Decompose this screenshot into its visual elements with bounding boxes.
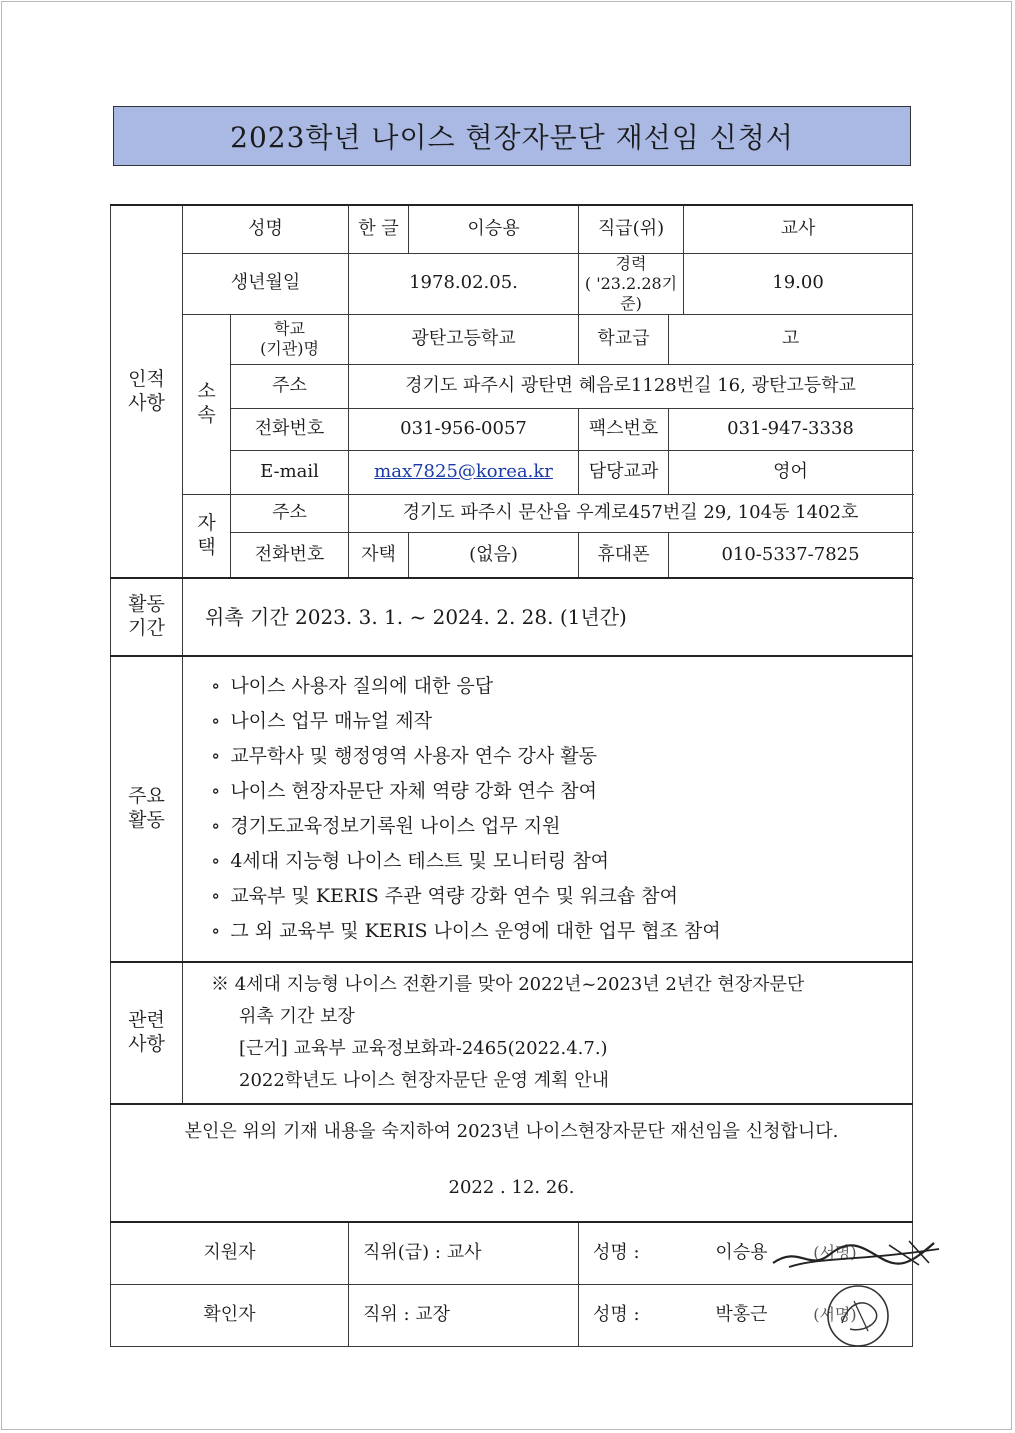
home-address-label: 주소 bbox=[231, 494, 349, 532]
school-address-label: 주소 bbox=[231, 364, 349, 408]
declaration-text: 본인은 위의 기재 내용을 숙지하여 2023년 나이스현장자문단 재선임을 신청합니다. bbox=[184, 1121, 839, 1142]
confirmer-seal-label: (서명) bbox=[813, 1304, 857, 1324]
activity-item: ∘ 나이스 현장자문단 자체 역량 강화 연수 참여 bbox=[211, 774, 912, 809]
application-form bbox=[110, 204, 913, 1347]
related-cell bbox=[183, 962, 913, 1104]
applicant-label: 지원자 bbox=[111, 1222, 349, 1284]
applicant-position: 직위(급) : 교사 bbox=[349, 1222, 579, 1284]
birth-value: 1978.02.05. bbox=[349, 253, 579, 314]
affiliation-label: 소 속 bbox=[183, 314, 231, 494]
declaration-cell bbox=[111, 1104, 913, 1222]
period-label: 활동 기간 bbox=[111, 578, 183, 656]
confirmer-name: 박홍근 bbox=[715, 1303, 768, 1325]
applicant-name: 이승용 bbox=[715, 1242, 768, 1263]
document-title: 2023학년 나이스 현장자문단 재선임 신청서 bbox=[113, 106, 911, 166]
activities-list bbox=[183, 659, 912, 959]
position-label: 직급(위) bbox=[579, 205, 684, 253]
related-line-2: 위촉 기간 보장 bbox=[239, 1006, 355, 1027]
activities-label: 주요 활동 bbox=[111, 656, 183, 962]
email-label: E-mail bbox=[231, 450, 349, 494]
career-value: 19.00 bbox=[684, 253, 913, 314]
applicant-name-label: 성명 : bbox=[593, 1242, 640, 1263]
activity-item: ∘ 경기도교육정보기록원 나이스 업무 지원 bbox=[211, 809, 912, 844]
school-level-label: 학교급 bbox=[579, 314, 669, 364]
confirmer-name-label: 성명 : bbox=[593, 1303, 640, 1325]
declaration-date: 2022 . 12. 26. bbox=[448, 1177, 575, 1198]
personal-section-label: 인적 사항 bbox=[111, 205, 183, 578]
activities-cell bbox=[183, 656, 913, 962]
mobile-label: 휴대폰 bbox=[579, 532, 669, 578]
school-name-label: 학교 (기관)명 bbox=[231, 314, 349, 364]
subject-label: 담당교과 bbox=[579, 450, 669, 494]
related-label: 관련 사항 bbox=[111, 962, 183, 1104]
subject-value: 영어 bbox=[669, 450, 913, 494]
activity-item: ∘ 나이스 사용자 질의에 대한 응답 bbox=[211, 669, 912, 704]
name-type-label: 한 글 bbox=[349, 205, 409, 253]
mobile-value: 010-5337-7825 bbox=[669, 532, 913, 578]
activity-item: ∘ 교무학사 및 행정영역 사용자 연수 강사 활동 bbox=[211, 739, 912, 774]
career-label: 경력 ( '23.2.28기준) bbox=[579, 253, 684, 314]
position-value: 교사 bbox=[684, 205, 913, 253]
related-line-1: ※ 4세대 지능형 나이스 전환기를 맞아 2022년~2023년 2년간 현장자문단 bbox=[211, 974, 805, 995]
home-label: 자 택 bbox=[183, 494, 231, 578]
home-phone-label: 전화번호 bbox=[231, 532, 349, 578]
confirmer-position: 직위 : 교장 bbox=[349, 1284, 579, 1346]
applicant-seal-label: (서명) bbox=[813, 1243, 857, 1262]
name-value: 이승용 bbox=[409, 205, 579, 253]
activity-item: ∘ 교육부 및 KERIS 주관 역량 강화 연수 및 워크숍 참여 bbox=[211, 879, 912, 914]
birth-label: 생년월일 bbox=[183, 253, 349, 314]
name-label: 성명 bbox=[183, 205, 349, 253]
home-address-value: 경기도 파주시 문산읍 우계로457번길 29, 104동 1402호 bbox=[349, 494, 913, 532]
school-name-value: 광탄고등학교 bbox=[349, 314, 579, 364]
fax-value: 031-947-3338 bbox=[669, 408, 913, 450]
activity-item: ∘ 그 외 교육부 및 KERIS 나이스 운영에 대한 업무 협조 참여 bbox=[211, 914, 912, 949]
fax-label: 팩스번호 bbox=[579, 408, 669, 450]
period-text: 위촉 기간 2023. 3. 1. ~ 2024. 2. 28. (1년간) bbox=[183, 578, 913, 656]
activity-item: ∘ 4세대 지능형 나이스 테스트 및 모니터링 참여 bbox=[211, 844, 912, 879]
home-phone-value: (없음) bbox=[409, 532, 579, 578]
school-level-value: 고 bbox=[669, 314, 913, 364]
related-line-4: 2022학년도 나이스 현장자문단 운영 계획 안내 bbox=[239, 1070, 610, 1091]
email-link[interactable]: max7825@korea.kr bbox=[374, 460, 553, 482]
activity-item: ∘ 나이스 업무 매뉴얼 제작 bbox=[211, 704, 912, 739]
school-phone-value: 031-956-0057 bbox=[349, 408, 579, 450]
confirmer-sign-cell bbox=[579, 1284, 913, 1346]
applicant-sign-cell bbox=[579, 1222, 913, 1284]
school-address-value: 경기도 파주시 광탄면 혜음로1128번길 16, 광탄고등학교 bbox=[349, 364, 913, 408]
related-line-3: [근거] 교육부 교육정보화과-2465(2022.4.7.) bbox=[239, 1038, 608, 1059]
school-phone-label: 전화번호 bbox=[231, 408, 349, 450]
home-phone-type-label: 자택 bbox=[349, 532, 409, 578]
email-cell bbox=[349, 450, 579, 494]
confirmer-label: 확인자 bbox=[111, 1284, 349, 1346]
